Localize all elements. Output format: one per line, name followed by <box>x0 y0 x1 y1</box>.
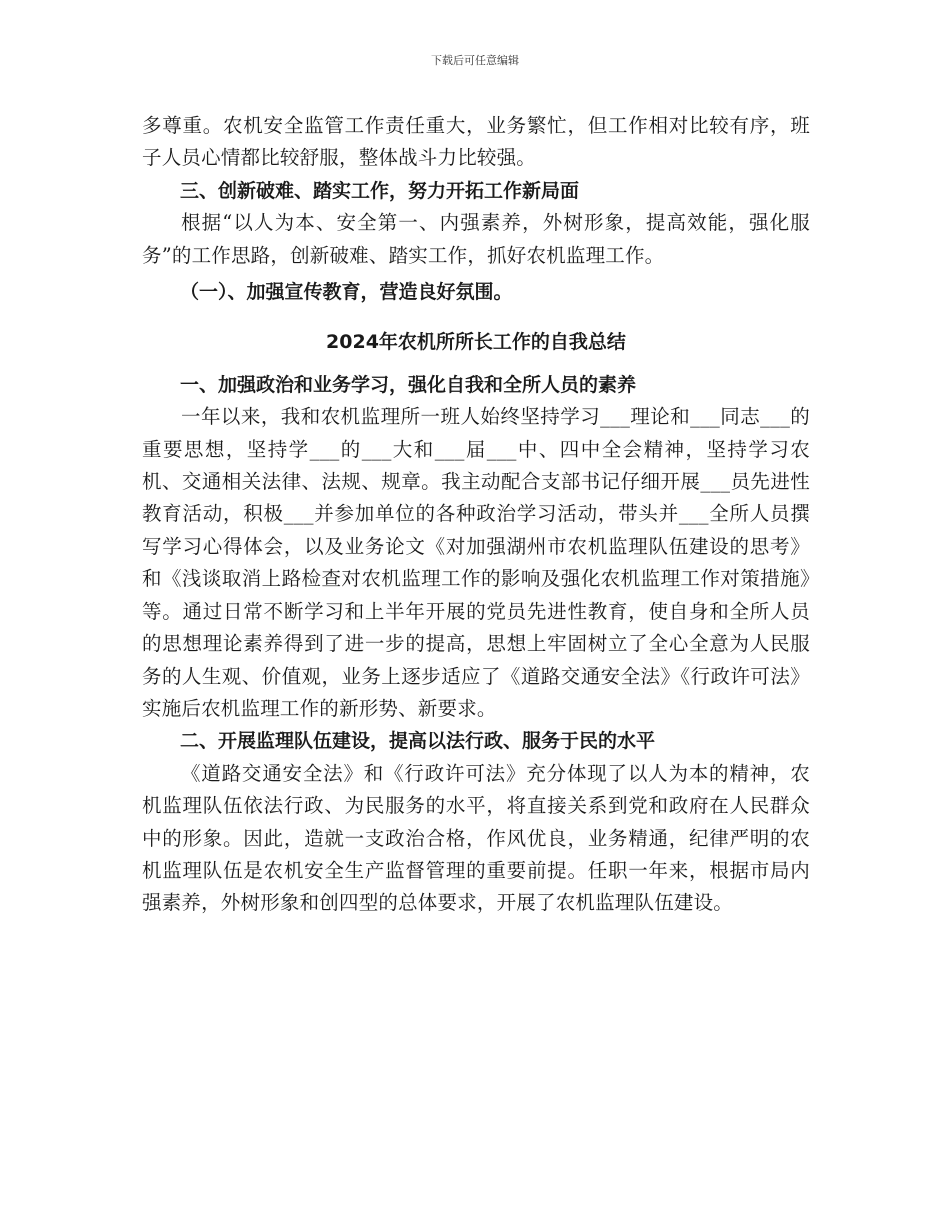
section-heading-3: 三、创新破难、踏实工作，努力开拓工作新局面 <box>180 179 580 202</box>
subsection-heading-1: （一）、加强宣传教育，营造良好氛围。 <box>180 281 513 304</box>
paragraph-study: 一年以来，我和农机监理所一班人始终坚持学习___理论和___同志___的重要思想，坚持学___的___大和___届___中、四中全会精神，坚持学习农机、交通相关法律、法规、规章。我主动配合支部书记仔细开展___员先进性教育活动，积极___并参加单位的各种政治学习活动，带头并___全所人员撰写学习心得体会，以及业务论文《对加强湖州市农机监理队伍建设的思考》和《浅谈取消上路检查对农机监理工作的影响及强化农机监理工作对策措施》等。通过日常不断学习和上半年开展的党员先进性教育，使自身和全所人员的思想理论素养得到了进一步的提高，思想上牢固树立了全心全意为人民服务的人生观、价值观，业务上逐步适应了《道路交通安全法》《行政许可法》实施后农机监理工作的新形势、新要求。 <box>142 405 810 720</box>
page-header: 下载后可任意编辑 <box>431 54 519 67</box>
document-body <box>142 110 810 920</box>
paragraph-work-approach: 根据“以人为本、安全第一、内强素养，外树形象，提高效能，强化服务”的工作思路，创新破难、踏实工作，抓好农机监理工作。 <box>142 211 810 267</box>
section-heading-1: 一、加强政治和业务学习，强化自我和全所人员的素养 <box>180 373 637 396</box>
document-title: 2024年农机所所长工作的自我总结 <box>326 331 626 354</box>
paragraph-continuation: 多尊重。农机安全监管工作责任重大，业务繁忙，但工作相对比较有序，班子人员心情都比较舒服，整体战斗力比较强。 <box>142 114 810 170</box>
section-heading-2: 二、开展监理队伍建设，提高以法行政、服务于民的水平 <box>180 730 656 753</box>
paragraph-team-building: 《道路交通安全法》和《行政许可法》充分体现了以人为本的精神，农机监理队伍依法行政、为民服务的水平，将直接关系到党和政府在人民群众中的形象。因此，造就一支政治合格，作风优良，业务精通，纪律严明的农机监理队伍是农机安全生产监督管理的重要前提。任职一年来，根据市局内强素养，外树形象和创四型的总体要求，开展了农机监理队伍建设。 <box>142 761 810 915</box>
